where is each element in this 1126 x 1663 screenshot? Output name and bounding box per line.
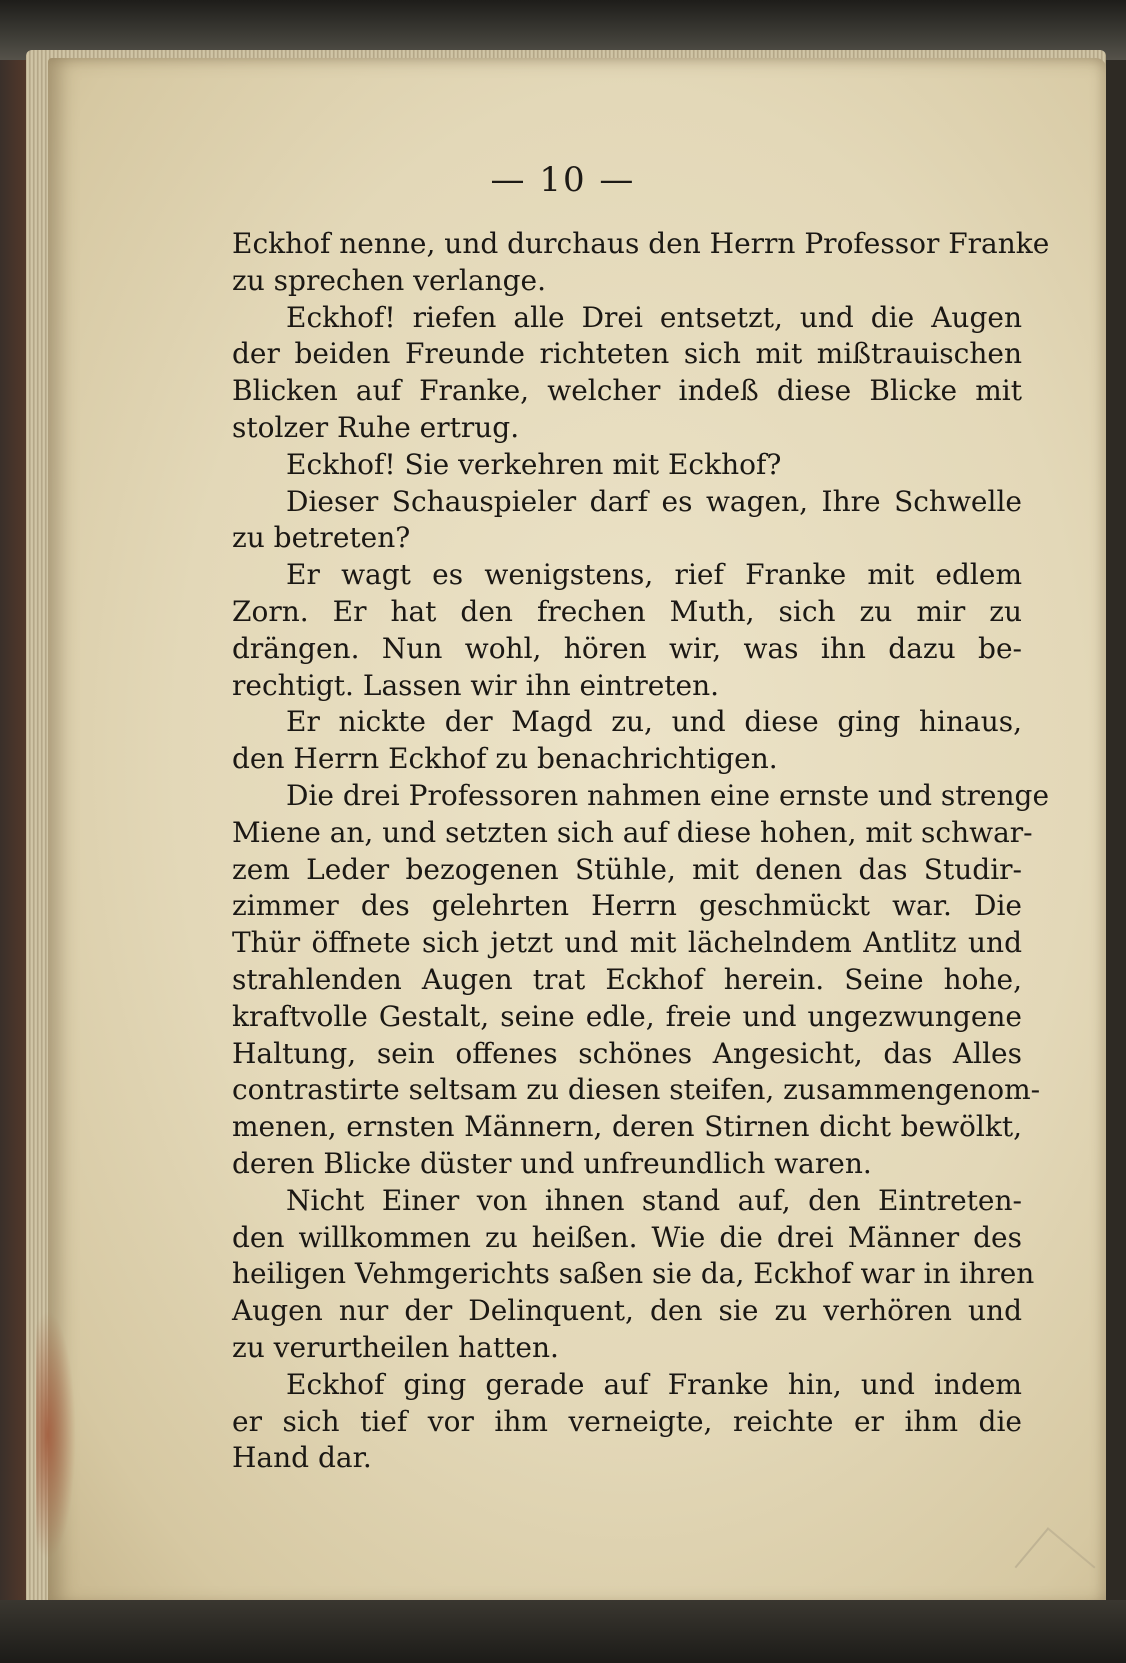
text-line: Zorn. Er hat den frechen Muth, sich zu mir zu	[232, 594, 1022, 628]
body-text	[232, 226, 1050, 1477]
text-line: Blicken auf Franke, welcher indeß diese Blicke mit	[232, 374, 1022, 408]
text-line: Haltung, sein offenes schönes Angesicht, das Alles	[232, 1036, 1022, 1070]
text-line: er sich tief vor ihm verneigte, reichte er ihm die	[232, 1404, 1022, 1438]
text-line: kraftvolle Gestalt, seine edle, freie und ungezwungene	[232, 999, 1022, 1033]
text-line: Er wagt es wenigstens, rief Franke mit edlem	[286, 558, 1022, 592]
text-line: Thür öffnete sich jetzt und mit lächelndem Antlitz und	[232, 926, 1022, 960]
text-line: Eckhof nenne, und durchaus den Herrn Professor Franke	[232, 227, 1050, 260]
text-line: Dieser Schauspieler darf es wagen, Ihre Schwelle	[286, 484, 1022, 518]
text-line: strahlenden Augen trat Eckhof herein. Seine hohe,	[232, 962, 1022, 996]
text-line: den willkommen zu heißen. Wie die drei Männer des	[232, 1220, 1022, 1254]
text-line: Hand dar.	[232, 1441, 372, 1475]
text-line: deren Blicke düster und unfreundlich waren.	[232, 1146, 872, 1180]
text-line: Eckhof! Sie verkehren mit Eckhof?	[286, 447, 782, 481]
text-line: menen, ernsten Männern, deren Stirnen dicht bewölkt,	[232, 1110, 1022, 1144]
text-line: Er nickte der Magd zu, und diese ging hinaus,	[286, 705, 1022, 739]
text-line: zu betreten?	[232, 521, 411, 555]
text-line: zu verurtheilen hatten.	[232, 1330, 559, 1364]
text-line: der beiden Freunde richteten sich mit mißtrauischen	[232, 337, 1022, 371]
book-cover-bottom	[0, 1600, 1126, 1663]
text-line: heiligen Vehmgerichts saßen sie da, Eckhof war in ihren	[232, 1257, 1035, 1291]
text-line: Eckhof ging gerade auf Franke hin, und indem	[286, 1367, 1022, 1401]
text-line: zimmer des gelehrten Herrn geschmückt war. Die	[232, 889, 1022, 923]
text-line: rechtigt. Lassen wir ihn eintreten.	[232, 668, 720, 702]
text-line: zu sprechen verlange.	[232, 263, 547, 297]
text-line: Miene an, und setzten sich auf diese hohen, mit schwar-	[232, 815, 1033, 849]
text-line: Eckhof! riefen alle Drei entsetzt, und die Augen	[286, 300, 1022, 334]
text-line: stolzer Ruhe ertrug.	[232, 410, 520, 444]
page-number: — 10 —	[490, 160, 636, 200]
text-line: Nicht Einer von ihnen stand auf, den Eintreten-	[286, 1183, 1022, 1217]
text-line: den Herrn Eckhof zu benachrichtigen.	[232, 742, 778, 776]
text-line: contrastirte seltsam zu diesen steifen, zusammengenom-	[232, 1073, 1041, 1107]
text-line: drängen. Nun wohl, hören wir, was ihn dazu be-	[232, 631, 1022, 665]
text-line: zem Leder bezogenen Stühle, mit denen das Studir-	[232, 852, 1022, 886]
text-line: Augen nur der Delinquent, den sie zu verhören und	[232, 1294, 1022, 1328]
text-line: Die drei Professoren nahmen eine ernste und strenge	[286, 778, 1050, 812]
cover-wear-mark	[36, 1310, 76, 1560]
